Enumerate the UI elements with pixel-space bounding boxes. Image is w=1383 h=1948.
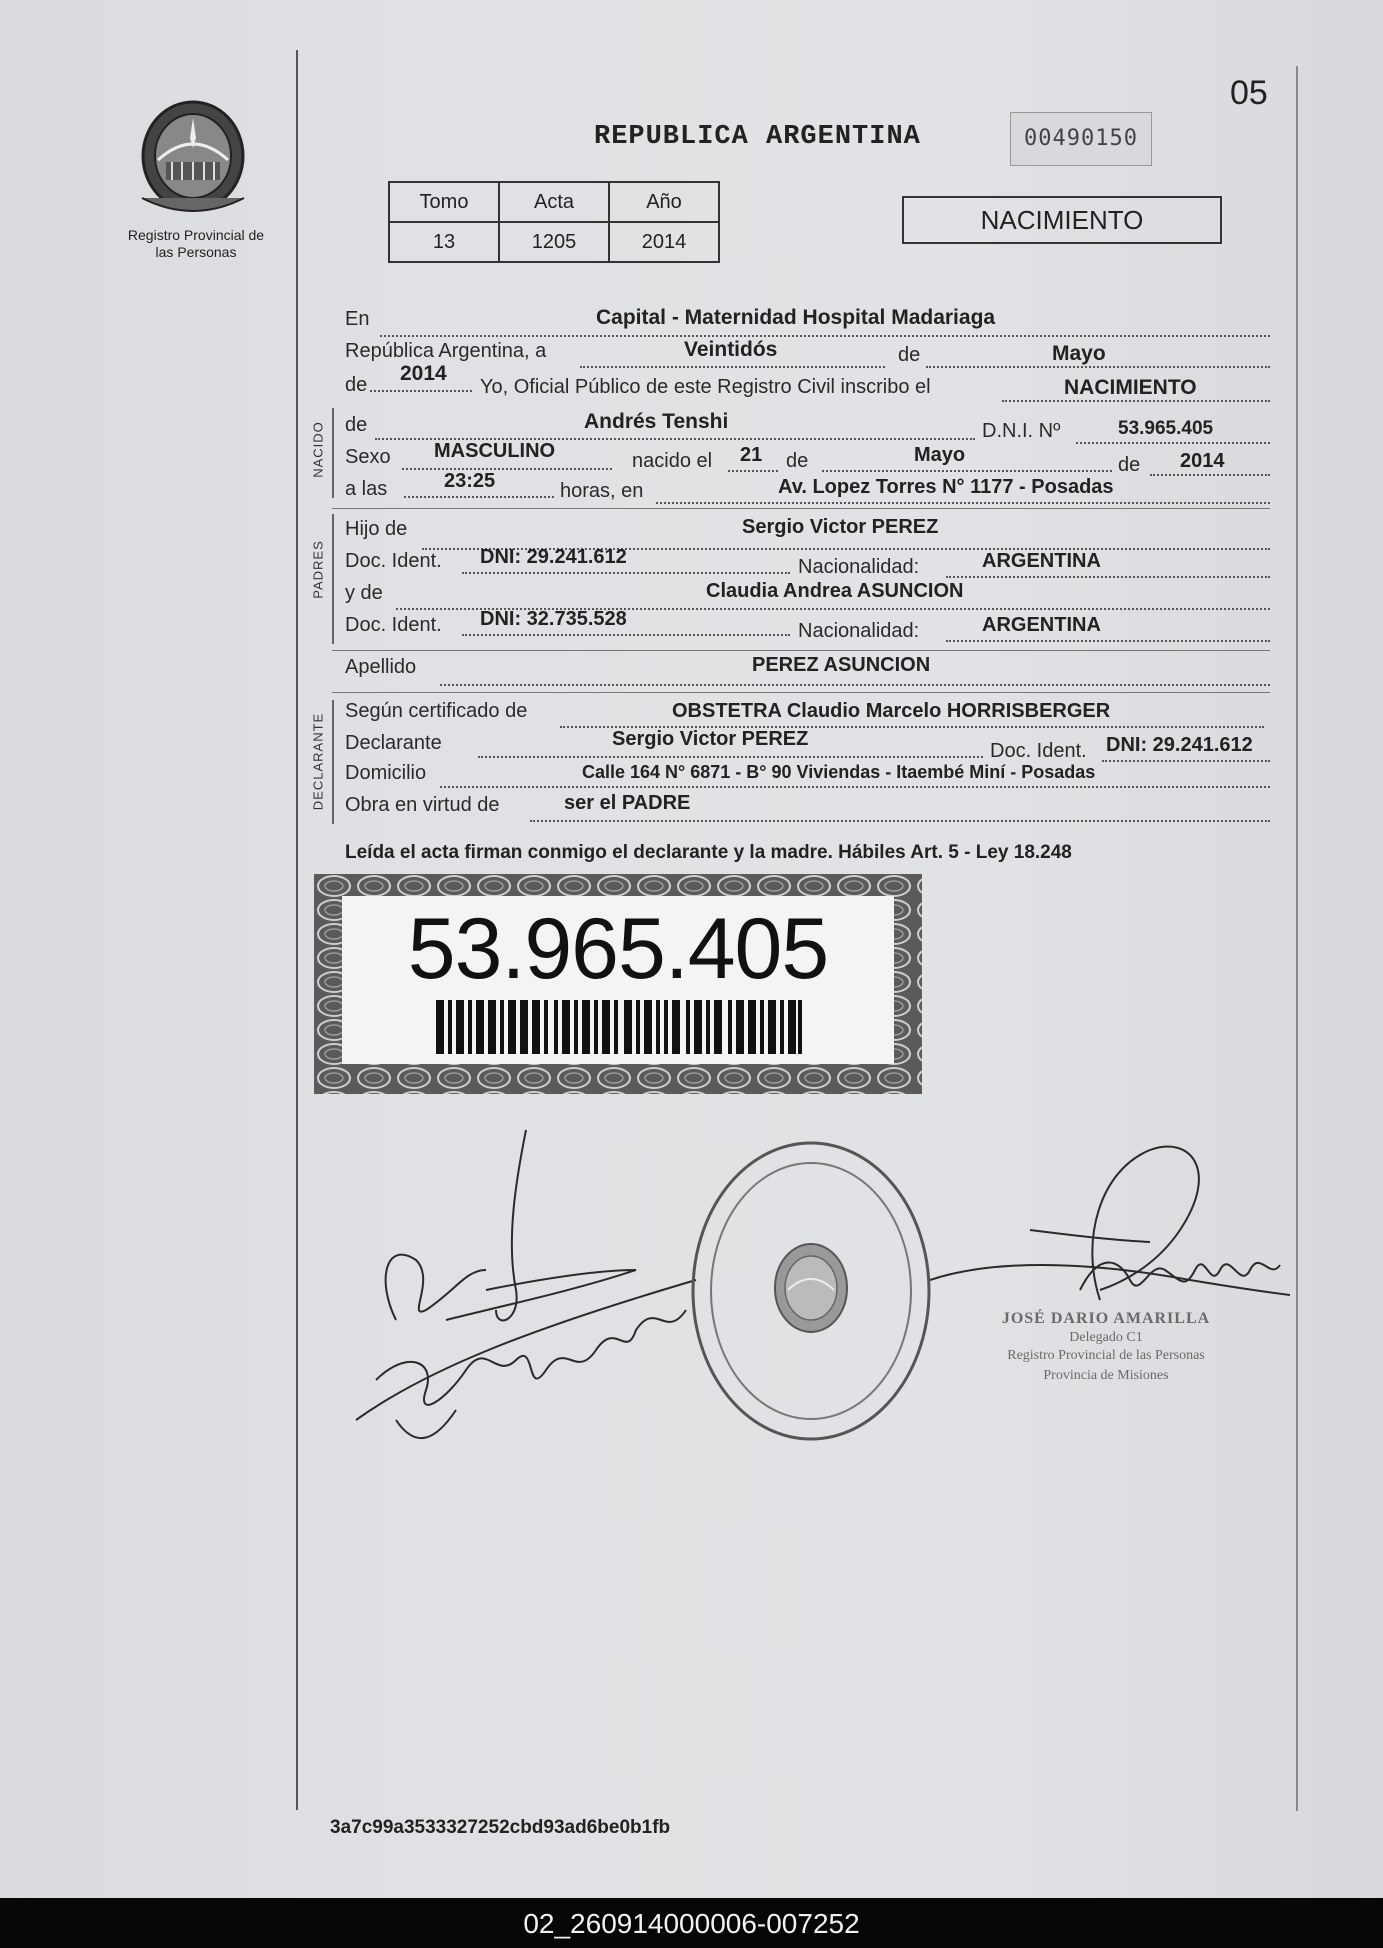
ano-value: 2014 xyxy=(609,222,719,262)
acta-header: Acta xyxy=(499,182,609,222)
year-line xyxy=(370,390,472,392)
inscribe-type: NACIMIENTO xyxy=(1064,376,1197,399)
child-dni: 53.965.405 xyxy=(1118,418,1214,439)
dni-line xyxy=(1076,442,1270,444)
footer-filename: 02_260914000006-007252 xyxy=(523,1908,860,1939)
birth-month: Mayo xyxy=(914,444,966,466)
acta-value: 1205 xyxy=(499,222,609,262)
declarante-label: Declarante xyxy=(345,732,442,754)
birth-place-line xyxy=(656,502,1270,504)
domicilio-line xyxy=(440,786,1270,788)
mother-doc: DNI: 32.735.528 xyxy=(480,608,627,630)
declarante-doc-label: Doc. Ident. xyxy=(990,740,1087,762)
nacido-separator xyxy=(332,508,1270,509)
cert-value: OBSTETRA Claudio Marcelo HORRISBERGER xyxy=(672,700,1111,722)
tomo-acta-table xyxy=(388,181,720,263)
place-line xyxy=(380,335,1270,337)
declarante-doc: DNI: 29.241.612 xyxy=(1106,734,1253,756)
place-value: Capital - Maternidad Hospital Madariaga xyxy=(596,306,996,329)
document-hash: 3a7c99a3533327252cbd93ad6be0b1fb xyxy=(330,1817,671,1838)
left-signatures xyxy=(336,1120,706,1460)
sexo-value: MASCULINO xyxy=(434,440,556,462)
hora-value: 23:25 xyxy=(444,470,496,492)
barcode xyxy=(436,1000,802,1054)
horas-en-label: horas, en xyxy=(560,480,644,502)
nacido-de-label-2: de xyxy=(786,450,809,472)
child-name: Andrés Tenshi xyxy=(584,410,729,433)
footer-bar xyxy=(0,1898,1383,1948)
month-line xyxy=(926,366,1270,368)
official-stamp xyxy=(956,1310,1256,1384)
obra-label: Obra en virtud de xyxy=(345,794,500,816)
father-doc-label: Doc. Ident. xyxy=(345,550,442,572)
birth-place: Av. Lopez Torres N° 1177 - Posadas xyxy=(778,476,1114,498)
dni-number-panel xyxy=(342,896,894,1064)
registry-label: Registro Provincial de las Personas xyxy=(127,227,265,260)
father-nac: ARGENTINA xyxy=(982,550,1101,572)
a-las-label: a las xyxy=(345,478,388,500)
father-name: Sergio Victor PEREZ xyxy=(742,516,939,538)
official-name: JOSÉ DARIO AMARILLA xyxy=(1001,1310,1211,1327)
document-title: REPUBLICA ARGENTINA xyxy=(594,122,921,152)
nacido-bracket xyxy=(332,408,334,498)
dni-label: D.N.I. Nº xyxy=(982,420,1061,442)
declarante-side-label: DECLARANTE xyxy=(310,712,326,811)
hora-line xyxy=(404,496,554,498)
declarante-bracket xyxy=(332,700,334,824)
y-de-label: y de xyxy=(345,582,383,604)
birth-day: 21 xyxy=(740,444,763,466)
oficial-text: Yo, Oficial Público de este Registro Civil inscribo el xyxy=(480,376,931,398)
declarante-value: Sergio Victor PEREZ xyxy=(612,728,809,750)
nacido-side-label: NACIDO xyxy=(310,421,326,478)
birth-month-line xyxy=(822,470,1112,472)
domicilio-label: Domicilio xyxy=(345,762,427,784)
left-margin-line xyxy=(296,50,298,1810)
ano-header: Año xyxy=(609,182,719,222)
de-label-2: de xyxy=(345,374,368,396)
nacido-de-label-3: de xyxy=(1118,454,1141,476)
father-nac-line xyxy=(946,576,1270,578)
padres-bracket xyxy=(332,514,334,644)
mother-doc-line xyxy=(462,634,790,636)
page-number: 05 xyxy=(1230,74,1268,112)
month-value: Mayo xyxy=(1052,342,1106,365)
tomo-header: Tomo xyxy=(389,182,499,222)
nacido-de-label: de xyxy=(345,414,368,436)
birth-day-line xyxy=(728,470,778,472)
padres-separator xyxy=(332,650,1270,651)
birth-year-line xyxy=(1150,474,1270,476)
father-doc: DNI: 29.241.612 xyxy=(480,546,627,568)
obra-line xyxy=(530,820,1270,822)
year-value: 2014 xyxy=(400,362,447,385)
day-words: Veintidós xyxy=(684,338,778,361)
dni-big-number: 53.965.405 xyxy=(407,901,829,997)
official-role: Delegado C1 xyxy=(1069,1330,1143,1345)
nacido-el-label: nacido el xyxy=(632,450,713,472)
official-round-stamp xyxy=(688,1138,934,1444)
tomo-value: 13 xyxy=(389,222,499,262)
official-office: Registro Provincial de las Personas xyxy=(1007,1348,1205,1363)
mother-name: Claudia Andrea ASUNCION xyxy=(706,580,964,602)
cert-label: Según certificado de xyxy=(345,700,528,722)
obra-value: ser el PADRE xyxy=(564,792,691,814)
father-doc-line xyxy=(462,572,790,574)
declarante-line xyxy=(478,756,983,758)
day-line xyxy=(580,366,885,368)
right-margin-line xyxy=(1296,66,1298,1811)
mother-nac: ARGENTINA xyxy=(982,614,1101,636)
provincial-seal-logo xyxy=(136,98,250,218)
republica-label: República Argentina, a xyxy=(345,340,547,362)
official-province: Provincia de Misiones xyxy=(1043,1368,1169,1383)
hijo-de-label: Hijo de xyxy=(345,518,408,540)
inscribe-line xyxy=(1002,400,1270,402)
mother-nac-label: Nacionalidad: xyxy=(798,620,920,642)
apellido-separator xyxy=(332,692,1270,693)
dni-number-box xyxy=(314,874,922,1094)
sexo-label: Sexo xyxy=(345,446,391,468)
mother-nac-line xyxy=(946,640,1270,642)
en-label: En xyxy=(345,308,370,330)
apellido-value: PEREZ ASUNCION xyxy=(752,654,931,676)
de-label-1: de xyxy=(898,344,921,366)
document-type-box: NACIMIENTO xyxy=(902,196,1222,244)
father-nac-label: Nacionalidad: xyxy=(798,556,920,578)
sexo-line xyxy=(402,468,612,470)
domicilio-value: Calle 164 N° 6871 - B° 90 Viviendas - Itaembé Miní - Posadas xyxy=(582,762,1096,782)
apellido-line xyxy=(440,684,1270,686)
legal-note: Leída el acta firman conmigo el declarante y la madre. Hábiles Art. 5 - Ley 18.248 xyxy=(345,842,1072,863)
apellido-label: Apellido xyxy=(345,656,417,678)
padres-side-label: PADRES xyxy=(310,540,326,599)
birth-year: 2014 xyxy=(1180,450,1225,472)
serial-number: 00490150 xyxy=(1010,112,1152,166)
declarante-doc-line xyxy=(1102,760,1270,762)
mother-doc-label: Doc. Ident. xyxy=(345,614,442,636)
